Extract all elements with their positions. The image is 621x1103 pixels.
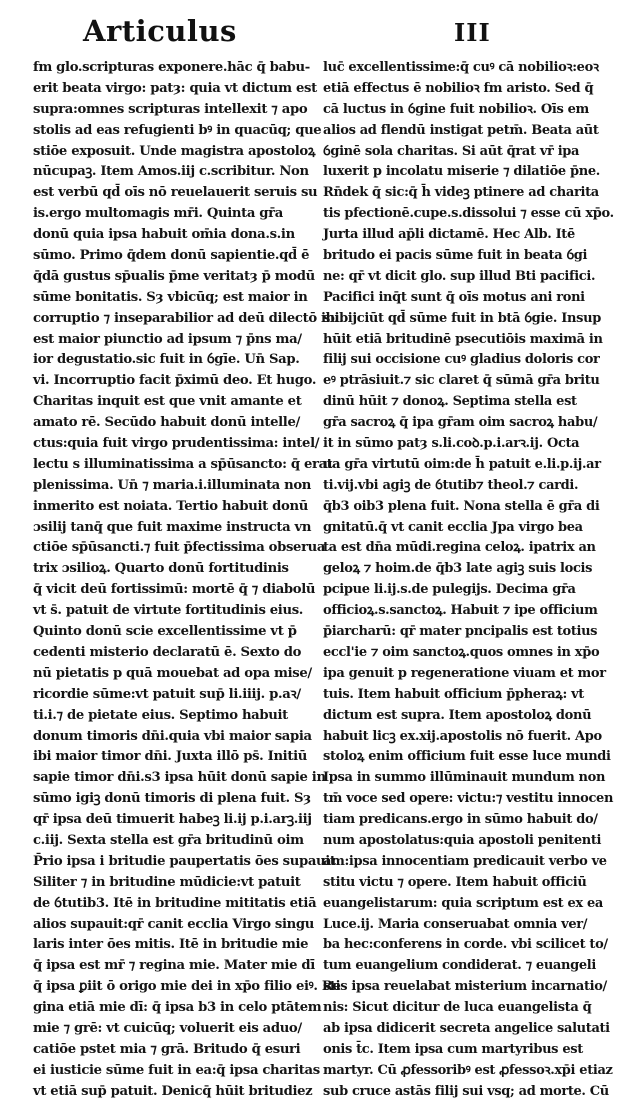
left-column-line: ɔsilij tanq̄ que fuit maxime instructa vn: [33, 519, 312, 535]
left-column-line: corruptio ⁊ inseparabilior ad deū dilectō ibi: [33, 310, 340, 326]
left-column-line: q̄ vicit deū fortissimū: mortē q̄ ⁊ diabolū: [33, 582, 316, 598]
left-text-column: [33, 58, 341, 1103]
right-column-line: tum euangelium condiderat. ⁊ euangeli: [323, 958, 596, 974]
left-column-line: cedenti misterio declaratū ē. Sexto do: [33, 644, 302, 660]
left-column-line: q̄ ipsa ꝑiit ō origo mie dei in xp̄o filio eiꝰ. Re: [33, 979, 341, 995]
folio-number: III: [454, 18, 491, 47]
left-column-line: ti.i.⁊ de pietate eius. Septimo habuit: [33, 707, 288, 723]
left-column-line: vi. Incorruptio facit p̄ximū deo. Et hugo.: [33, 373, 317, 389]
left-column-line: nūcupaꝫ. Item Amos.iij c.scribitur. Non: [33, 164, 309, 180]
left-column-line: de ỽtutib3. Itē in britudine mititatis etiā: [33, 895, 317, 911]
left-column-line: ei iusticie sūme fuit in ea:q̄ ipsa charitas: [33, 1062, 320, 1078]
right-column-line: euangelistarum: quia scriptum est ex ea: [323, 895, 603, 911]
right-column-line: subijciūt qd̄ sūme fuit in btā ỽgie. Insup: [323, 310, 601, 326]
right-column-line: it in sūmo patȝ s.li.coꝺ.p.i.arꝛ.ij. Octa: [323, 436, 580, 452]
left-column-line: ibi maior timor dn̄i. Juxta illō ps̄. Initiū: [33, 749, 307, 765]
right-column-line: pcipue li.ij.s.de pulegijs. Decima gr̄a: [323, 582, 576, 598]
right-text-column: [323, 58, 614, 1103]
left-column-line: nū pietatis p quā mouebat ad opa mise/: [33, 665, 312, 681]
left-column-line: sūme bonitatis. Sȝ vbicūq; est maior in: [33, 289, 308, 305]
right-column-line: ab ipsa didicerit secreta angelice salutati: [323, 1020, 610, 1036]
right-column-line: gr̄a sacroꝝ q̄ ipa gr̄am oim sacroꝝ habu/: [323, 415, 598, 431]
right-column-line: ipa genuit p regeneratione viuam et mor: [323, 665, 606, 681]
left-column-line: stolis ad eas refugienti bꝰ in quacūq; que: [33, 122, 322, 138]
right-column-line: stitu victu ⁊ opere. Item habuit officiū: [323, 874, 587, 890]
right-column-line: p̄iarcharū: qr̄ mater pncipalis est totius: [323, 624, 598, 640]
right-column-line: Ipsa in summo illūminauit mundum non: [323, 770, 606, 786]
right-column-line: etiā effectus ē nobilioꝛ fm aristo. Sed q̄: [323, 80, 594, 96]
left-column-line: sūmo. Primo q̄dem donū sapientie.qd̄ ē: [33, 248, 310, 264]
left-column-line: vt s̄. patuit de virtute fortitudinis eius.: [33, 603, 304, 619]
left-column-line: amato rē. Secūdo habuit donū intelle/: [33, 415, 300, 431]
right-column-line: gnitatū.q̄ vt canit ecclia Jpa virgo bea: [323, 519, 583, 535]
right-column-line: am:ipsa innocentiam predicauit verbo ve: [323, 853, 607, 869]
right-column-line: tm̄ voce sed opere: victu:⁊ vestitu innocen: [323, 791, 614, 807]
header-title: Articulus: [83, 14, 237, 48]
right-column-line: eꝰ ptrāsiuit.⁊ sic claret q̄ sūmā gr̄a britu: [323, 373, 600, 389]
left-column-line: est maior piunctio ad ipsum ⁊ p̄ns ma/: [33, 331, 302, 347]
left-column-line: ricordie sūme:vt patuit sup̄ li.iiij. p.aꝛ/: [33, 686, 301, 702]
right-column-line: filij sui occisione cuꝰ gladius doloris cor: [323, 352, 600, 368]
right-column-line: habuit licꝫ ex.xij.apostolis nō fuerit. Apo: [323, 728, 602, 744]
right-column-line: sub cruce astās filij sui vsq; ad morte. Cū: [323, 1083, 609, 1099]
left-column-line: ior degustatio.sic fuit in ỽgīe. Un̄ Sap.: [33, 352, 300, 368]
right-column-line: tiam predicans.ergo in sūmo habuit do/: [323, 812, 598, 828]
left-column-line: Quinto donū scie excellentissime vt p̄: [33, 624, 297, 640]
running-header: [0, 12, 621, 52]
right-column-line: officioꝝ.s.sanctoꝝ. Habuit ⁊ ipe officium: [323, 603, 598, 619]
left-column-line: est verbū qd̄ oīs nō reuelauerit seruis su: [33, 185, 318, 201]
right-column-line: Jurta illud ap̄li dictamē. Hec Alb. Itē: [323, 227, 575, 243]
left-column-line: vt etiā sup̄ patuit. Denicq̄ hūit britudiez: [33, 1083, 313, 1099]
left-column-line: q̄dā gustus sp̄ualis p̄me veritatȝ p̄ modū: [33, 268, 315, 284]
left-column-line: lectu s illuminatissima a sp̄ūsancto: q̄ erat: [33, 456, 333, 472]
right-column-line: ba hec:conferens in corde. vbi scilicet to/: [323, 937, 608, 953]
right-column-line: tis pfectionē.cupe.s.dissolui ⁊ esse cū xp̄o.: [323, 206, 614, 222]
right-column-line: onis t̄c. Item ipsa cum martyribus est: [323, 1041, 583, 1057]
left-column-line: stiōe exposuit. Unde magistra apostoloꝝ: [33, 143, 316, 159]
right-column-line: ta est dn̄a mūdi.regina celoꝝ. ipatrix an: [323, 540, 596, 556]
right-column-line: stis ipsa reuelabat misterium incarnatio/: [323, 979, 607, 995]
right-column-line: dictum est supra. Item apostoloꝝ donū: [323, 707, 592, 723]
right-column-line: stoloꝝ enim officium fuit esse luce mundi: [323, 749, 611, 765]
right-column-line: Luce.ij. Maria conseruabat omnia ver/: [323, 916, 588, 932]
right-column-line: ti.vij.vbi agiꝫ de ỽtutib⁊ theol.⁊ cardi.: [323, 477, 579, 493]
right-column-line: dinū hūit ⁊ donoꝝ. Septima stella est: [323, 394, 577, 410]
right-column-line: nis: Sicut dicitur de luca euangelista q̄: [323, 1000, 592, 1016]
right-column-line: Rn̄dek q̄ sic:q̄ h̄ videꝫ ptinere ad charita: [323, 185, 599, 201]
right-column-line: geloꝝ ⁊ hoim.de q̄b3 late agiꝫ suis locis: [323, 561, 593, 577]
left-column-line: laris inter ōes mitis. Itē in britudie mie: [33, 937, 309, 953]
left-column-line: donum timoris dn̄i.quia vbi maior sapia: [33, 728, 312, 744]
right-column-line: martyr. Cū ꝓfessoribꝰ est ꝓfessoꝛ.xp̄i etiaz: [323, 1062, 613, 1078]
right-column-line: ua gr̄a virtutū oim:de h̄ patuit e.li.p.ij.ar: [323, 456, 601, 472]
left-column-line: ctus:quia fuit virgo prudentissima: intel/: [33, 436, 320, 452]
right-column-line: num apostolatus:quia apostoli penitenti: [323, 832, 602, 848]
right-column-line: ỽginē sola charitas. Si aūt q̄rat vr̄ ipa: [323, 143, 580, 159]
right-column-line: cā luctus in ỽgine fuit nobilioꝛ. Oīs em: [323, 101, 589, 117]
right-column-line: alios ad flendū instigat petm̄. Beata aūt: [323, 122, 599, 138]
left-column-line: fm glo.scripturas exponere.hāc q̄ babu-: [33, 60, 310, 75]
left-column-line: donū quia ipsa habuit om̄ia dona.s.in: [33, 227, 295, 243]
left-column-line: catiōe pstet mia ⁊ grā. Britudo q̄ esuri: [33, 1041, 301, 1057]
left-column-line: qr̄ ipsa deū timuerit habeꝫ li.ij p.i.arꝫ.iij: [33, 812, 312, 828]
left-column-line: Siliter ⁊ in britudine mūdicie:vt patuit: [33, 874, 301, 890]
left-column-line: plenissima. Un̄ ⁊ maria.i.illuminata non: [33, 477, 312, 493]
right-column-line: Pacifici inq̄t sunt q̄ oīs motus ani roni: [323, 289, 585, 305]
right-column-line: britudo ei pacis sūme fuit in beata ỽgi: [323, 248, 588, 264]
left-column-line: trix ɔsilioꝝ. Quarto donū fortitudinis: [33, 561, 289, 577]
left-column-line: sapie timor dn̄i.s3 ipsa hūit donū sapie in: [33, 770, 326, 786]
right-column-line: tuis. Item habuit officium p̄pheraꝝ: vt: [323, 686, 584, 702]
left-column-line: c.iij. Sexta stella est gr̄a britudinū oim: [33, 832, 304, 848]
right-column-line: q̄b3 oib3 plena fuit. Nona stella ē gr̄a di: [323, 498, 600, 514]
left-column-line: q̄ ipsa est mr̄ ⁊ regina mie. Mater mie dī: [33, 958, 315, 974]
left-column-line: inmerito est noiata. Tertio habuit donū: [33, 498, 308, 514]
left-column-line: P̄rio ipsa i britudie paupertatis ōes supauit: [33, 853, 336, 869]
right-column-line: luxerit p incolatu miserie ⁊ dilatiōe p̄ne.: [323, 164, 600, 180]
left-column-line: sūmo igiꝫ donū timoris di plena fuit. Sȝ: [33, 791, 311, 807]
right-column-line: hūit etiā britudinē psecutiōis maximā in: [323, 331, 603, 347]
left-column-line: Charitas inquit est que vnit amante et: [33, 394, 302, 410]
left-column-line: is.ergo multomagis mr̄i. Quinta gr̄a: [33, 206, 283, 222]
left-column-line: mie ⁊ grē: vt cuicūq; voluerit eis aduo/: [33, 1020, 302, 1036]
right-column-line: luc̄ excellentissime:q̄ cuꝰ cā nobilioꝛ:eoꝛ: [323, 60, 599, 75]
right-column-line: eccl'ie ⁊ oim sanctoꝝ.quos omnes in xp̄o: [323, 644, 600, 660]
left-column-line: ctiōe sp̄ūsancti.⁊ fuit p̄fectissima obserua: [33, 540, 326, 556]
left-column-line: gina etiā mie dī: q̄ ipsa b3 in celo ptātem: [33, 1000, 322, 1016]
left-column-line: alios supauit:qr̄ canit ecclia Virgo singu: [33, 916, 314, 932]
right-column-line: ne: qr̄ vt dicit glo. sup illud Bti pacifici.: [323, 268, 596, 284]
left-column-line: supra:omnes scripturas intellexit ⁊ apo: [33, 101, 308, 117]
left-column-line: erit beata virgo: patȝ: quia vt dictum est: [33, 80, 317, 96]
